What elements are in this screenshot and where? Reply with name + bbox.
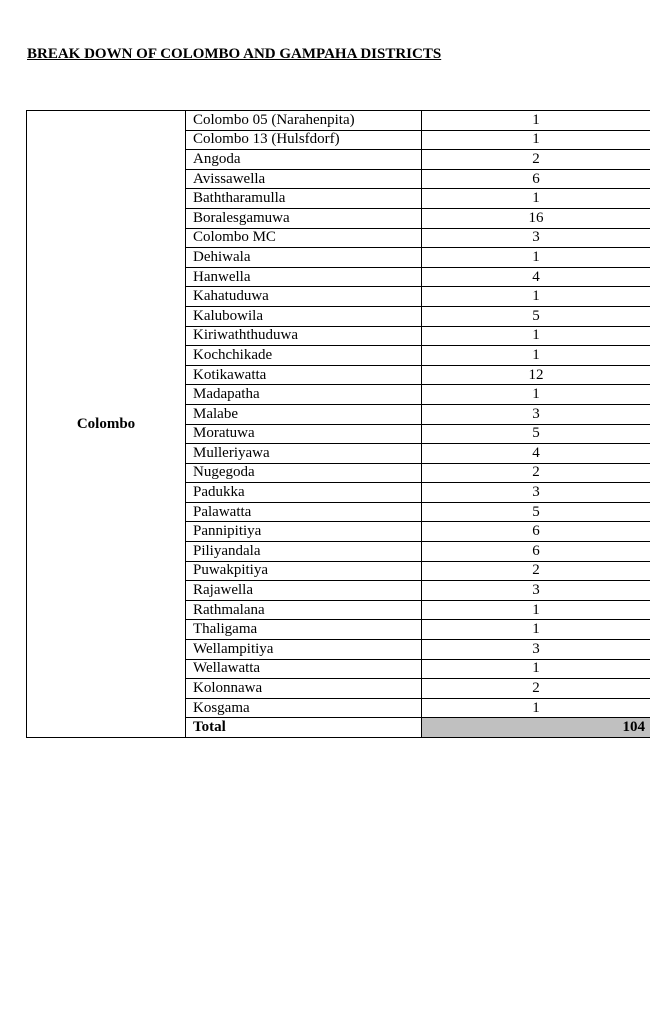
area-cell: Boralesgamuwa xyxy=(186,208,422,228)
count-cell: 6 xyxy=(422,542,650,562)
count-cell: 1 xyxy=(422,326,650,346)
count-cell: 3 xyxy=(422,483,650,503)
area-cell: Kalubowila xyxy=(186,306,422,326)
count-cell: 1 xyxy=(422,111,650,131)
area-cell: Colombo 05 (Narahenpita) xyxy=(186,111,422,131)
area-cell: Hanwella xyxy=(186,267,422,287)
count-cell: 2 xyxy=(422,463,650,483)
area-cell: Mulleriyawa xyxy=(186,444,422,464)
breakdown-table xyxy=(26,110,650,738)
count-cell: 1 xyxy=(422,189,650,209)
count-cell: 6 xyxy=(422,522,650,542)
table-row xyxy=(27,111,650,131)
area-cell: Madapatha xyxy=(186,385,422,405)
area-cell: Kotikawatta xyxy=(186,365,422,385)
count-cell: 4 xyxy=(422,444,650,464)
area-cell: Nugegoda xyxy=(186,463,422,483)
area-cell: Kiriwaththuduwa xyxy=(186,326,422,346)
area-cell: Kahatuduwa xyxy=(186,287,422,307)
count-cell: 3 xyxy=(422,228,650,248)
count-cell: 5 xyxy=(422,424,650,444)
total-value: 104 xyxy=(422,718,650,738)
area-cell: Wellampitiya xyxy=(186,640,422,660)
area-cell: Angoda xyxy=(186,150,422,170)
count-cell: 2 xyxy=(422,150,650,170)
count-cell: 6 xyxy=(422,169,650,189)
count-cell: 3 xyxy=(422,404,650,424)
area-cell: Colombo 13 (Hulsfdorf) xyxy=(186,130,422,150)
area-cell: Thaligama xyxy=(186,620,422,640)
area-cell: Dehiwala xyxy=(186,248,422,268)
area-cell: Kochchikade xyxy=(186,346,422,366)
count-cell: 1 xyxy=(422,385,650,405)
area-cell: Kosgama xyxy=(186,698,422,718)
area-cell: Puwakpitiya xyxy=(186,561,422,581)
count-cell: 1 xyxy=(422,346,650,366)
count-cell: 2 xyxy=(422,679,650,699)
count-cell: 12 xyxy=(422,365,650,385)
count-cell: 5 xyxy=(422,502,650,522)
area-cell: Piliyandala xyxy=(186,542,422,562)
total-label: Total xyxy=(186,718,422,738)
count-cell: 1 xyxy=(422,600,650,620)
count-cell: 1 xyxy=(422,620,650,640)
area-cell: Colombo MC xyxy=(186,228,422,248)
area-cell: Rajawella xyxy=(186,581,422,601)
table-body xyxy=(27,111,650,738)
count-cell: 1 xyxy=(422,659,650,679)
count-cell: 3 xyxy=(422,640,650,660)
count-cell: 3 xyxy=(422,581,650,601)
count-cell: 4 xyxy=(422,267,650,287)
area-cell: Rathmalana xyxy=(186,600,422,620)
area-cell: Wellawatta xyxy=(186,659,422,679)
count-cell: 1 xyxy=(422,130,650,150)
area-cell: Avissawella xyxy=(186,169,422,189)
count-cell: 1 xyxy=(422,698,650,718)
area-cell: Pannipitiya xyxy=(186,522,422,542)
area-cell: Kolonnawa xyxy=(186,679,422,699)
area-cell: Malabe xyxy=(186,404,422,424)
count-cell: 1 xyxy=(422,248,650,268)
district-cell: Colombo xyxy=(27,111,186,738)
area-cell: Baththaramulla xyxy=(186,189,422,209)
count-cell: 16 xyxy=(422,208,650,228)
count-cell: 1 xyxy=(422,287,650,307)
area-cell: Moratuwa xyxy=(186,424,422,444)
count-cell: 5 xyxy=(422,306,650,326)
area-cell: Padukka xyxy=(186,483,422,503)
area-cell: Palawatta xyxy=(186,502,422,522)
page-title: BREAK DOWN OF COLOMBO AND GAMPAHA DISTRICTS xyxy=(27,46,442,62)
count-cell: 2 xyxy=(422,561,650,581)
